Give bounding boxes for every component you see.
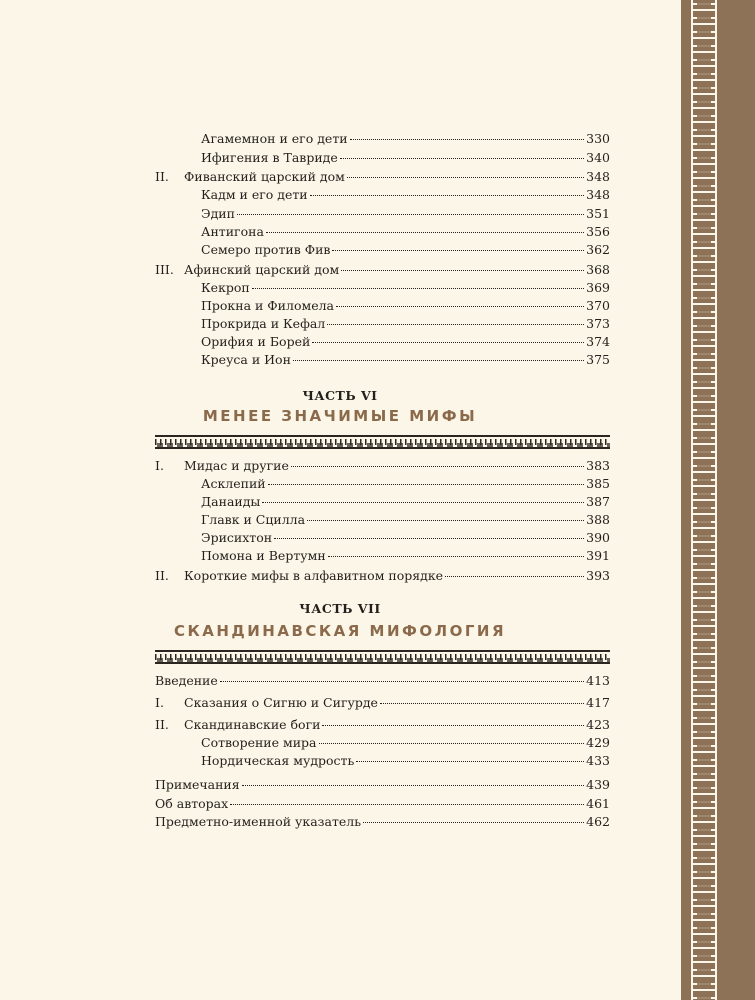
toc-entry-page-number: 387 xyxy=(586,494,610,509)
toc-entry-title: Введение xyxy=(155,673,218,688)
part6-label: ЧАСТЬ VI xyxy=(302,388,378,403)
toc-entry[interactable] xyxy=(155,672,610,690)
toc-entry-title: Нордическая мудрость xyxy=(201,753,355,768)
toc-entry-page-number: 348 xyxy=(586,187,610,202)
toc-entry-page-number: 388 xyxy=(586,512,610,527)
toc-entry-title: Об авторах xyxy=(155,796,229,811)
toc-entry[interactable] xyxy=(155,205,610,223)
toc-entry-title: Ифигения в Тавриде xyxy=(201,150,338,165)
toc-entry[interactable] xyxy=(155,261,610,279)
toc-entry-title: Афинский царский дом xyxy=(184,262,340,277)
toc-entry-page-number: 362 xyxy=(586,242,610,257)
dot-leader xyxy=(307,519,584,521)
toc-entry-page-number: 462 xyxy=(586,814,610,829)
toc-entry-page-number: 429 xyxy=(586,735,610,750)
toc-entry-title: Прокрида и Кефал xyxy=(201,316,326,331)
dot-leader xyxy=(356,760,584,762)
dot-leader xyxy=(291,465,584,467)
dot-leader xyxy=(327,323,584,325)
dot-leader xyxy=(274,537,584,539)
toc-entry-page-number: 413 xyxy=(586,673,610,688)
dot-leader xyxy=(445,575,584,577)
toc-entry-page-number: 374 xyxy=(586,334,610,349)
toc-entry-title: Короткие мифы в алфавитном порядке xyxy=(184,568,444,583)
toc-entry[interactable] xyxy=(155,475,610,493)
dot-leader xyxy=(237,213,584,215)
toc-entry[interactable] xyxy=(155,186,610,204)
toc-entry-page-number: 417 xyxy=(586,695,610,710)
toc-entry-page-number: 340 xyxy=(586,150,610,165)
toc-entry-page-number: 351 xyxy=(586,206,610,221)
dot-leader xyxy=(262,501,584,503)
part6-title: МЕНЕЕ ЗНАЧИМЫЕ МИФЫ xyxy=(202,407,478,425)
toc-entry[interactable] xyxy=(155,795,610,813)
dot-leader xyxy=(322,724,584,726)
toc-entry[interactable] xyxy=(155,813,610,831)
toc-entry[interactable] xyxy=(155,223,610,241)
dot-leader xyxy=(350,138,585,140)
toc-entry-page-number: 368 xyxy=(586,262,610,277)
toc-entry[interactable] xyxy=(155,297,610,315)
toc-entry[interactable] xyxy=(155,694,610,712)
toc-entry-page-number: 348 xyxy=(586,169,610,184)
toc-entry-page-number: 393 xyxy=(586,568,610,583)
dot-leader xyxy=(312,341,584,343)
toc-entry-title: Асклепий xyxy=(201,476,266,491)
toc-entry-title: Эдип xyxy=(201,206,235,221)
toc-entry-title: Агамемнон и его дети xyxy=(201,131,348,146)
toc-entry[interactable] xyxy=(155,351,610,369)
dot-leader xyxy=(347,176,584,178)
toc-entry-page-number: 370 xyxy=(586,298,610,313)
toc-entry[interactable] xyxy=(155,752,610,770)
toc-entry[interactable] xyxy=(155,457,610,475)
meander-divider-part6 xyxy=(155,435,610,449)
dot-leader xyxy=(319,742,585,744)
part7-title: СКАНДИНАВСКАЯ МИФОЛОГИЯ xyxy=(173,622,507,640)
toc-entry[interactable] xyxy=(155,493,610,511)
toc-entry[interactable] xyxy=(155,511,610,529)
toc-entry[interactable] xyxy=(155,315,610,333)
greek-key-border xyxy=(691,0,717,1000)
dot-leader xyxy=(268,483,585,485)
toc-entry-page-number: 356 xyxy=(586,224,610,239)
toc-entry[interactable] xyxy=(155,149,610,167)
toc-entry-title: Фиванский царский дом xyxy=(184,169,345,184)
toc-entry[interactable] xyxy=(155,279,610,297)
toc-entry[interactable] xyxy=(155,547,610,565)
dot-leader xyxy=(328,555,584,557)
toc-entry[interactable] xyxy=(155,734,610,752)
toc-entry-number: III. xyxy=(155,262,174,277)
toc-entry-number: II. xyxy=(155,568,169,583)
meander-divider-part7 xyxy=(155,650,610,664)
toc-entry[interactable] xyxy=(155,529,610,547)
toc-entry-title: Кекроп xyxy=(201,280,250,295)
dot-leader xyxy=(293,359,584,361)
toc-entry-title: Мидас и другие xyxy=(184,458,289,473)
toc-entry-page-number: 369 xyxy=(586,280,610,295)
toc-entry-title: Семеро против Фив xyxy=(201,242,331,257)
toc-entry-number: I. xyxy=(155,458,164,473)
toc-entry-page-number: 423 xyxy=(586,717,610,732)
toc-entry-title: Сотворение мира xyxy=(201,735,317,750)
toc-entry-page-number: 461 xyxy=(586,796,610,811)
dot-leader xyxy=(252,287,584,289)
dot-leader xyxy=(341,269,584,271)
toc-entry-title: Данаиды xyxy=(201,494,261,509)
dot-leader xyxy=(332,249,584,251)
toc-entry-title: Эрисихтон xyxy=(201,530,273,545)
toc-entry-title: Скандинавские боги xyxy=(184,717,321,732)
toc-entry-title: Предметно-именной указатель xyxy=(155,814,362,829)
toc-entry-title: Антигона xyxy=(201,224,264,239)
toc-entry-page-number: 391 xyxy=(586,548,610,563)
toc-entry[interactable] xyxy=(155,241,610,259)
dot-leader xyxy=(340,157,584,159)
toc-entry-number: I. xyxy=(155,695,164,710)
toc-entry-page-number: 433 xyxy=(586,753,610,768)
dot-leader xyxy=(363,821,584,823)
dot-leader xyxy=(380,702,584,704)
toc-entry[interactable] xyxy=(155,776,610,794)
dot-leader xyxy=(230,803,584,805)
toc-entry-page-number: 383 xyxy=(586,458,610,473)
dot-leader xyxy=(336,305,584,307)
toc-entry-title: Помона и Вертумн xyxy=(201,548,326,563)
toc-entry-title: Орифия и Борей xyxy=(201,334,311,349)
toc-entry-title: Прокна и Филомела xyxy=(201,298,334,313)
toc-entry[interactable] xyxy=(155,567,610,585)
toc-entry-page-number: 373 xyxy=(586,316,610,331)
dot-leader xyxy=(310,194,585,196)
toc-entry-title: Главк и Сцилла xyxy=(201,512,306,527)
dot-leader xyxy=(266,231,584,233)
toc-entry-page-number: 390 xyxy=(586,530,610,545)
decorative-side-strip xyxy=(681,0,755,1000)
toc-entry-page-number: 385 xyxy=(586,476,610,491)
toc-entry-title: Кадм и его дети xyxy=(201,187,308,202)
toc-entry-page-number: 375 xyxy=(586,352,610,367)
toc-entry-title: Примечания xyxy=(155,777,240,792)
dot-leader xyxy=(220,680,584,682)
toc-entry[interactable] xyxy=(155,333,610,351)
toc-entry[interactable] xyxy=(155,130,610,148)
toc-entry-number: II. xyxy=(155,717,169,732)
dot-leader xyxy=(242,784,585,786)
toc-entry-number: II. xyxy=(155,169,169,184)
toc-entry[interactable] xyxy=(155,168,610,186)
toc-entry-title: Креуса и Ион xyxy=(201,352,291,367)
toc-entry[interactable] xyxy=(155,716,610,734)
toc-entry-page-number: 330 xyxy=(586,131,610,146)
toc-entry-page-number: 439 xyxy=(586,777,610,792)
toc-entry-title: Сказания о Сигню и Сигурде xyxy=(184,695,378,710)
part7-label: ЧАСТЬ VII xyxy=(299,601,381,616)
